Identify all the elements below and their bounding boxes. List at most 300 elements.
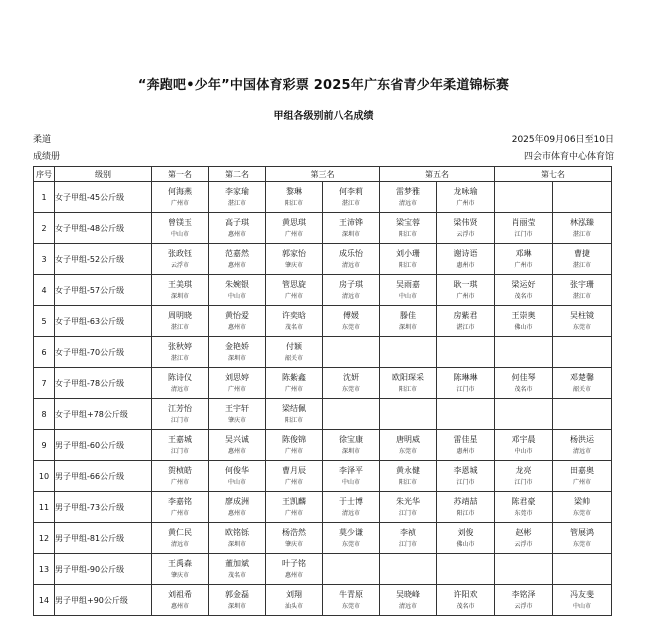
athlete-cell xyxy=(437,399,495,430)
athlete-name: 梁宝蓉 xyxy=(396,217,420,227)
athlete-name: 王美琪 xyxy=(168,279,192,289)
athlete-name: 梁运好 xyxy=(511,279,536,289)
athlete-city: 清远市 xyxy=(341,261,360,269)
athlete-cell xyxy=(553,585,612,616)
athlete-city: 东莞市 xyxy=(572,323,591,331)
athlete-city: 东莞市 xyxy=(572,540,591,548)
athlete-city: 茂名市 xyxy=(514,385,533,393)
athlete-cell xyxy=(152,399,209,430)
athlete-name: 唐明威 xyxy=(396,434,420,444)
athlete-name: 龙亮 xyxy=(515,465,532,475)
athlete-name: 刘俊 xyxy=(457,527,474,537)
athlete-city: 江门市 xyxy=(514,230,533,238)
athlete-cell xyxy=(323,337,380,368)
row-number: 8 xyxy=(34,399,55,430)
athlete-cell xyxy=(553,399,612,430)
athlete-city: 阳江市 xyxy=(456,509,475,517)
athlete-name: 何佳琴 xyxy=(511,372,536,382)
athlete-city: 东莞市 xyxy=(398,447,417,455)
athlete-city: 阳江市 xyxy=(398,230,417,238)
athlete-name: 苏靖喆 xyxy=(453,496,478,506)
row-number: 9 xyxy=(34,430,55,461)
athlete-city: 阳江市 xyxy=(398,478,417,486)
athlete-name: 王嘉城 xyxy=(168,434,192,444)
athlete-city: 广州市 xyxy=(170,478,189,486)
header-no: 序号 xyxy=(34,167,55,182)
athlete-name: 梁帅 xyxy=(574,496,590,506)
athlete-city: 湛江市 xyxy=(456,323,475,331)
athlete-name: 李泽平 xyxy=(339,465,363,475)
athlete-cell xyxy=(266,368,323,399)
athlete-cell xyxy=(209,430,266,461)
athlete-name: 廖成洲 xyxy=(225,496,249,506)
athlete-name: 沈妍 xyxy=(343,372,359,382)
row-number: 6 xyxy=(34,337,55,368)
athlete-name: 王崇奥 xyxy=(511,310,536,320)
athlete-cell xyxy=(437,306,495,337)
athlete-name: 徐宝康 xyxy=(339,434,363,444)
athlete-name: 金艳娇 xyxy=(225,341,249,351)
athlete-cell xyxy=(437,213,495,244)
weight-category: 女子甲组-78公斤级 xyxy=(55,368,152,399)
table-row xyxy=(34,337,612,368)
athlete-city: 茂名市 xyxy=(284,323,303,331)
athlete-name: 张秋婷 xyxy=(168,341,192,351)
athlete-city: 佛山市 xyxy=(456,540,475,548)
athlete-name: 李家瑜 xyxy=(225,186,249,196)
athlete-cell xyxy=(323,585,380,616)
athlete-cell xyxy=(553,182,612,213)
weight-category: 女子甲组+78公斤级 xyxy=(55,399,152,430)
athlete-name: 刘小珊 xyxy=(396,248,420,258)
athlete-name: 江芳怡 xyxy=(168,403,192,413)
sport-label: 柔道 xyxy=(33,135,52,145)
header-second: 第二名 xyxy=(209,167,266,182)
header-third: 第三名 xyxy=(266,167,380,182)
athlete-city: 惠州市 xyxy=(456,447,475,455)
athlete-cell xyxy=(553,461,612,492)
athlete-city: 广州市 xyxy=(456,292,475,300)
athlete-cell xyxy=(209,337,266,368)
athlete-cell xyxy=(495,554,553,585)
athlete-cell xyxy=(152,461,209,492)
athlete-name: 吴雨嘉 xyxy=(396,279,420,289)
weight-category: 女子甲组-52公斤级 xyxy=(55,244,152,275)
athlete-city: 惠州市 xyxy=(170,602,189,610)
athlete-cell xyxy=(323,430,380,461)
athlete-cell xyxy=(553,337,612,368)
athlete-city: 江门市 xyxy=(398,540,417,548)
athlete-name: 吴晓峰 xyxy=(396,589,420,599)
athlete-city: 湛江市 xyxy=(170,323,189,331)
athlete-city: 惠州市 xyxy=(227,447,246,455)
table-row xyxy=(34,368,612,399)
athlete-name: 黄永健 xyxy=(396,465,420,475)
athlete-city: 云浮市 xyxy=(514,602,533,610)
athlete-city: 惠州市 xyxy=(284,571,303,579)
athlete-cell xyxy=(209,461,266,492)
athlete-name: 王凯麟 xyxy=(282,496,306,506)
athlete-cell xyxy=(437,461,495,492)
athlete-city: 江门市 xyxy=(514,478,533,486)
athlete-name: 房子琪 xyxy=(339,279,363,289)
athlete-cell xyxy=(437,244,495,275)
athlete-cell xyxy=(495,430,553,461)
athlete-cell xyxy=(380,554,437,585)
athlete-cell xyxy=(495,368,553,399)
athlete-city: 湛江市 xyxy=(572,230,591,238)
athlete-cell xyxy=(553,430,612,461)
athlete-city: 肇庆市 xyxy=(227,416,246,424)
athlete-cell xyxy=(152,492,209,523)
athlete-cell xyxy=(209,554,266,585)
athlete-city: 东莞市 xyxy=(341,602,360,610)
athlete-name: 王沛铧 xyxy=(339,217,363,227)
athlete-cell xyxy=(152,182,209,213)
weight-category: 男子甲组+90公斤级 xyxy=(55,585,152,616)
athlete-name: 龙咏瑜 xyxy=(453,186,478,196)
athlete-cell xyxy=(323,399,380,430)
athlete-cell xyxy=(152,213,209,244)
athlete-name: 黎琳 xyxy=(286,186,302,196)
athlete-city: 韶关市 xyxy=(284,354,303,362)
athlete-cell xyxy=(323,275,380,306)
athlete-cell xyxy=(437,492,495,523)
table-row xyxy=(34,399,612,430)
athlete-city: 阳江市 xyxy=(284,416,303,424)
athlete-cell xyxy=(266,492,323,523)
athlete-cell xyxy=(323,461,380,492)
athlete-city: 广州市 xyxy=(284,447,303,455)
athlete-name: 耿一琪 xyxy=(453,279,478,289)
athlete-city: 深圳市 xyxy=(227,354,246,362)
athlete-name: 叶子铭 xyxy=(282,558,306,568)
athlete-city: 中山市 xyxy=(572,602,591,610)
athlete-city: 肇庆市 xyxy=(284,261,303,269)
athlete-cell xyxy=(380,492,437,523)
athlete-cell xyxy=(380,213,437,244)
athlete-name: 李铭泽 xyxy=(511,589,536,599)
athlete-name: 欧阳琛采 xyxy=(392,372,424,382)
athlete-cell xyxy=(323,492,380,523)
weight-category: 女子甲组-48公斤级 xyxy=(55,213,152,244)
athlete-name: 朱光华 xyxy=(396,496,420,506)
athlete-city: 广州市 xyxy=(284,292,303,300)
athlete-name: 许阳欢 xyxy=(453,589,478,599)
athlete-cell xyxy=(553,368,612,399)
athlete-city: 深圳市 xyxy=(398,323,417,331)
athlete-cell xyxy=(209,244,266,275)
athlete-cell xyxy=(495,244,553,275)
athlete-cell xyxy=(380,182,437,213)
weight-category: 男子甲组-60公斤级 xyxy=(55,430,152,461)
athlete-cell xyxy=(553,244,612,275)
header-category: 级别 xyxy=(55,167,152,182)
athlete-city: 惠州市 xyxy=(227,323,246,331)
athlete-name: 梁伟贤 xyxy=(453,217,478,227)
athlete-cell xyxy=(437,337,495,368)
athlete-name: 贺桢皓 xyxy=(168,465,192,475)
athlete-cell xyxy=(380,430,437,461)
athlete-name: 刘思婷 xyxy=(225,372,249,382)
row-number: 11 xyxy=(34,492,55,523)
athlete-name: 牛青原 xyxy=(339,589,363,599)
athlete-name: 许奕晗 xyxy=(282,310,306,320)
athlete-city: 清远市 xyxy=(170,385,189,393)
weight-category: 女子甲组-57公斤级 xyxy=(55,275,152,306)
athlete-city: 广州市 xyxy=(284,509,303,517)
athlete-cell xyxy=(495,213,553,244)
athlete-cell xyxy=(266,523,323,554)
athlete-city: 江门市 xyxy=(170,447,189,455)
athlete-name: 何俊华 xyxy=(225,465,249,475)
athlete-cell xyxy=(553,275,612,306)
table-row xyxy=(34,244,612,275)
table-row xyxy=(34,492,612,523)
athlete-cell xyxy=(266,554,323,585)
row-number: 10 xyxy=(34,461,55,492)
athlete-cell xyxy=(553,306,612,337)
date-label: 2025年09月06日至10日 xyxy=(511,135,614,145)
athlete-cell xyxy=(553,523,612,554)
athlete-city: 韶关市 xyxy=(572,385,591,393)
athlete-name: 房紫君 xyxy=(453,310,478,320)
athlete-name: 黄怡爱 xyxy=(225,310,249,320)
athlete-city: 东莞市 xyxy=(514,509,533,517)
athlete-name: 曾镁玉 xyxy=(168,217,192,227)
athlete-city: 广州市 xyxy=(572,478,591,486)
weight-category: 女子甲组-70公斤级 xyxy=(55,337,152,368)
athlete-cell xyxy=(495,399,553,430)
results-body xyxy=(34,182,612,616)
athlete-city: 广州市 xyxy=(284,230,303,238)
athlete-cell xyxy=(437,523,495,554)
row-number: 14 xyxy=(34,585,55,616)
athlete-city: 湛江市 xyxy=(572,261,591,269)
athlete-cell xyxy=(437,182,495,213)
athlete-cell xyxy=(323,182,380,213)
athlete-city: 广州市 xyxy=(456,199,475,207)
athlete-cell xyxy=(437,585,495,616)
athlete-city: 惠州市 xyxy=(227,509,246,517)
athlete-cell xyxy=(380,399,437,430)
athlete-city: 东莞市 xyxy=(341,323,360,331)
athlete-name: 杨浩然 xyxy=(282,527,306,537)
athlete-city: 清远市 xyxy=(341,292,360,300)
athlete-cell xyxy=(380,337,437,368)
row-number: 7 xyxy=(34,368,55,399)
athlete-name: 傅媛 xyxy=(343,310,359,320)
weight-category: 男子甲组-66公斤级 xyxy=(55,461,152,492)
athlete-name: 管思旋 xyxy=(282,279,306,289)
athlete-cell xyxy=(380,244,437,275)
header-fifth: 第五名 xyxy=(380,167,495,182)
athlete-name: 于士博 xyxy=(339,496,363,506)
table-row xyxy=(34,585,612,616)
athlete-name: 陈俊锦 xyxy=(282,434,306,444)
athlete-name: 曹月辰 xyxy=(282,465,306,475)
athlete-name: 郭金磊 xyxy=(225,589,249,599)
athlete-city: 中山市 xyxy=(514,447,533,455)
athlete-name: 林泓臻 xyxy=(570,217,594,227)
athlete-cell xyxy=(380,275,437,306)
athlete-cell xyxy=(152,523,209,554)
athlete-name: 王禹森 xyxy=(168,558,192,568)
athlete-cell xyxy=(152,275,209,306)
athlete-name: 肖丽莹 xyxy=(511,217,536,227)
athlete-cell xyxy=(323,213,380,244)
athlete-cell xyxy=(553,213,612,244)
athlete-city: 佛山市 xyxy=(514,323,533,331)
athlete-cell xyxy=(209,585,266,616)
weight-category: 男子甲组-90公斤级 xyxy=(55,554,152,585)
athlete-name: 黄仁民 xyxy=(168,527,192,537)
athlete-cell xyxy=(209,523,266,554)
athlete-city: 惠州市 xyxy=(227,230,246,238)
weight-category: 男子甲组-73公斤级 xyxy=(55,492,152,523)
athlete-city: 肇庆市 xyxy=(284,540,303,548)
row-number: 3 xyxy=(34,244,55,275)
table-row xyxy=(34,182,612,213)
athlete-city: 江门市 xyxy=(456,385,475,393)
page-title: “奔跑吧•少年”中国体育彩票 2025年广东省青少年柔道锦标赛 xyxy=(137,78,510,93)
athlete-city: 中山市 xyxy=(341,478,360,486)
athlete-city: 中山市 xyxy=(227,478,246,486)
athlete-cell xyxy=(209,213,266,244)
athlete-city: 广州市 xyxy=(284,385,303,393)
athlete-city: 云浮市 xyxy=(456,230,475,238)
athlete-city: 云浮市 xyxy=(170,261,189,269)
athlete-name: 王宇轩 xyxy=(225,403,249,413)
header-seventh: 第七名 xyxy=(495,167,612,182)
athlete-cell xyxy=(266,213,323,244)
athlete-city: 广州市 xyxy=(514,261,533,269)
athlete-cell xyxy=(266,585,323,616)
athlete-city: 广州市 xyxy=(284,478,303,486)
row-number: 13 xyxy=(34,554,55,585)
athlete-city: 深圳市 xyxy=(227,602,246,610)
athlete-name: 邓琳 xyxy=(515,248,532,258)
athlete-cell xyxy=(266,430,323,461)
athlete-name: 李嘉铭 xyxy=(168,496,192,506)
row-number: 1 xyxy=(34,182,55,213)
athlete-name: 滕佳 xyxy=(400,310,416,320)
athlete-city: 湛江市 xyxy=(341,199,360,207)
athlete-cell xyxy=(323,523,380,554)
athlete-cell xyxy=(152,337,209,368)
athlete-city: 江门市 xyxy=(456,478,475,486)
athlete-city: 中山市 xyxy=(227,292,246,300)
table-row xyxy=(34,275,612,306)
athlete-name: 谢诗语 xyxy=(453,248,478,258)
athlete-name: 吴兴诚 xyxy=(225,434,249,444)
athlete-city: 深圳市 xyxy=(227,540,246,548)
athlete-name: 陈紫鑫 xyxy=(282,372,306,382)
row-number: 2 xyxy=(34,213,55,244)
athlete-cell xyxy=(380,306,437,337)
athlete-city: 清远市 xyxy=(398,199,417,207)
athlete-cell xyxy=(495,337,553,368)
athlete-cell xyxy=(266,244,323,275)
athlete-cell xyxy=(437,554,495,585)
athlete-city: 清远市 xyxy=(341,509,360,517)
athlete-city: 清远市 xyxy=(572,447,591,455)
athlete-name: 张政钰 xyxy=(168,248,192,258)
athlete-name: 李恩城 xyxy=(453,465,478,475)
athlete-name: 范嘉然 xyxy=(225,248,249,258)
athlete-name: 郭家怡 xyxy=(282,248,306,258)
table-row xyxy=(34,213,612,244)
athlete-cell xyxy=(266,182,323,213)
athlete-name: 冯友斐 xyxy=(570,589,594,599)
header-first: 第一名 xyxy=(152,167,209,182)
athlete-cell xyxy=(323,368,380,399)
athlete-name: 黄思琪 xyxy=(282,217,306,227)
athlete-cell xyxy=(209,399,266,430)
athlete-city: 东莞市 xyxy=(341,385,360,393)
athlete-name: 成乐怡 xyxy=(339,248,363,258)
athlete-cell xyxy=(209,182,266,213)
athlete-cell xyxy=(209,368,266,399)
athlete-city: 清远市 xyxy=(170,540,189,548)
athlete-cell xyxy=(437,430,495,461)
athlete-name: 李祯 xyxy=(400,527,416,537)
table-row xyxy=(34,461,612,492)
athlete-name: 陈琳琳 xyxy=(453,372,478,382)
athlete-cell xyxy=(266,399,323,430)
athlete-name: 曹捷 xyxy=(574,248,590,258)
athlete-city: 汕头市 xyxy=(284,602,303,610)
athlete-city: 东莞市 xyxy=(572,509,591,517)
athlete-city: 江门市 xyxy=(170,416,189,424)
athlete-name: 杨洪运 xyxy=(570,434,594,444)
athlete-city: 东莞市 xyxy=(341,540,360,548)
row-number: 12 xyxy=(34,523,55,554)
athlete-cell xyxy=(380,523,437,554)
athlete-name: 雷佳星 xyxy=(453,434,478,444)
table-header-row xyxy=(34,167,612,182)
athlete-city: 惠州市 xyxy=(456,261,475,269)
athlete-name: 吴柱镜 xyxy=(570,310,594,320)
athlete-name: 周明晓 xyxy=(168,310,192,320)
athlete-name: 陈诗仪 xyxy=(168,372,192,382)
athlete-city: 深圳市 xyxy=(170,292,189,300)
athlete-city: 中山市 xyxy=(398,292,417,300)
athlete-cell xyxy=(495,523,553,554)
athlete-cell xyxy=(323,244,380,275)
athlete-cell xyxy=(266,461,323,492)
athlete-city: 阳江市 xyxy=(398,385,417,393)
athlete-city: 清远市 xyxy=(398,602,417,610)
results-table xyxy=(33,166,612,616)
athlete-name: 管展鸿 xyxy=(570,527,594,537)
athlete-name: 付颖 xyxy=(286,341,302,351)
athlete-city: 肇庆市 xyxy=(170,571,189,579)
athlete-city: 茂名市 xyxy=(227,571,246,579)
athlete-cell xyxy=(209,275,266,306)
athlete-cell xyxy=(380,461,437,492)
athlete-name: 刘翔 xyxy=(286,589,302,599)
athlete-city: 中山市 xyxy=(170,230,189,238)
athlete-name: 莫少谦 xyxy=(339,527,363,537)
athlete-name: 何李莉 xyxy=(339,186,363,196)
athlete-city: 深圳市 xyxy=(341,230,360,238)
weight-category: 男子甲组-81公斤级 xyxy=(55,523,152,554)
athlete-cell xyxy=(495,585,553,616)
athlete-name: 梁结佩 xyxy=(282,403,306,413)
table-row xyxy=(34,430,612,461)
weight-category: 女子甲组-45公斤级 xyxy=(55,182,152,213)
